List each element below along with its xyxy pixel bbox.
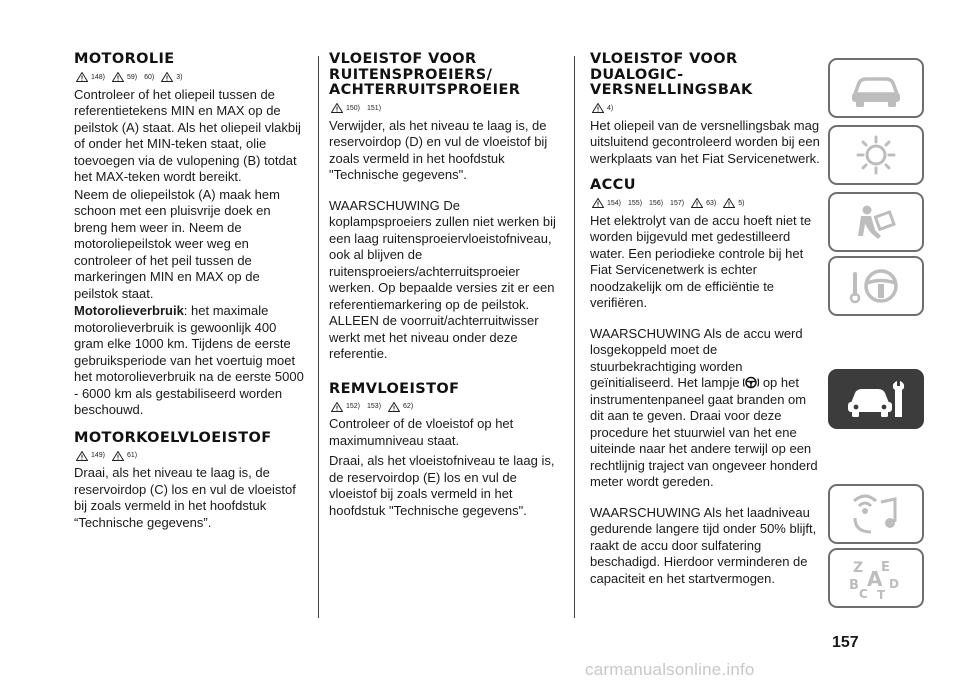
paragraph: Controleer of het oliepeil tussen de referentietekens MIN en MAX op de peilstok (A) staat. Als het oliepeil vlakbij of onder het MIN-teken staat, olie toevoegen via de vulopening (B) totdat het MAX-teken wordt bereikt. bbox=[74, 86, 301, 184]
airbag-icon bbox=[845, 200, 907, 244]
warning-paragraph: WAARSCHUWING De koplampsproeiers zullen niet werken bij een laag ruitensproeiervloeistofniveau, ook al blijven de ruitensproeiers/achterruitsproeier werken. Op bepaalde versies zit er een referentiemarkering op de peilstok. ALLEEN de voorruit/achterruitwisser werkt met het niveau onder deze referentie. bbox=[329, 197, 556, 361]
column-1 bbox=[74, 52, 304, 532]
heading-motorolie: MOTOROLIE bbox=[74, 51, 175, 67]
refs-ruitensproeiers bbox=[331, 100, 561, 117]
paragraph: Verwijder, als het niveau te laag is, de reservoirdop (D) en vul de vloeistof bij zoals vermeld in het hoofdstuk "Technische gegevens". bbox=[329, 117, 548, 182]
svg-text:E: E bbox=[881, 560, 890, 575]
lights-icon bbox=[845, 133, 907, 177]
steering-wheel-icon bbox=[845, 264, 907, 308]
heading-remvloeistof: REMVLOEISTOF bbox=[329, 380, 460, 397]
warning-icon bbox=[592, 198, 604, 208]
warning-icon bbox=[76, 72, 88, 82]
ref-text: 59) bbox=[127, 73, 138, 81]
column-divider bbox=[318, 56, 319, 618]
paragraph-oil-consumption bbox=[74, 303, 304, 419]
heading-accu: ACCU bbox=[590, 177, 636, 193]
paragraph-text: : het maximale motorolieverbruik is gewoonlijk 400 gram elke 1000 km. Tijdens de eerste gebruiksperiode van het voertuig moet het motorolieverbruik na de eerste 5000 - 6000 km als gestabiliseerd worden beschouwd. bbox=[74, 303, 304, 417]
tab-maintenance-active[interactable] bbox=[828, 369, 924, 429]
tab-airbag[interactable] bbox=[828, 192, 924, 252]
refs-accu bbox=[592, 195, 820, 212]
warning-icon bbox=[112, 451, 124, 461]
warning-icon bbox=[388, 402, 400, 412]
term-bold: Motorolieverbruik bbox=[74, 303, 184, 318]
paragraph: Het oliepeil van de versnellingsbak mag uitsluitend gecontroleerd worden bij een werkplaats van het Fiat Servicenetwerk. bbox=[590, 117, 820, 166]
svg-text:Z: Z bbox=[853, 560, 864, 576]
ref-text: 157) bbox=[670, 199, 685, 207]
ref-text: 62) bbox=[403, 403, 414, 410]
svg-text:B: B bbox=[849, 578, 859, 593]
car-maintenance-icon bbox=[845, 377, 907, 421]
refs-motorolie bbox=[76, 69, 304, 86]
refs-remvloeistof bbox=[331, 398, 561, 415]
paragraph: Controleer of de vloeistof op het maximumniveau staat. bbox=[329, 416, 514, 448]
ref-text: 150) bbox=[346, 104, 361, 112]
warning-icon bbox=[331, 103, 343, 113]
tab-dashboard[interactable] bbox=[828, 58, 924, 118]
heading-motorkoelvloeistof: MOTORKOELVLOEISTOF bbox=[74, 429, 272, 446]
warning-icon bbox=[161, 72, 173, 82]
heading-dualogic: VLOEISTOF VOOR DUALOGIC- VERSNELLINGSBAK bbox=[590, 51, 753, 98]
footer-watermark: carmanualsonline.info bbox=[585, 660, 755, 679]
tab-steering[interactable] bbox=[828, 256, 924, 316]
svg-text:D: D bbox=[889, 577, 899, 591]
column-3 bbox=[590, 52, 820, 588]
paragraph: Draai, als het vloeistofniveau te laag is, de reservoirdop (E) los en vul de vloeistof bij zoals vermeld in het hoofdstuk "Technische gegevens". bbox=[329, 453, 555, 518]
paragraph-text: WAARSCHUWING Als de accu werd losgekoppeld moet de stuurbekrachtiging worden geïnitialiseerd. Het lampje bbox=[590, 325, 803, 390]
warning-icon bbox=[112, 72, 124, 82]
ref-text: 151) bbox=[367, 104, 382, 112]
ref-text: 154) bbox=[607, 199, 622, 207]
index-letters-icon bbox=[845, 556, 907, 600]
page-number: 157 bbox=[832, 634, 859, 651]
ref-text: 5) bbox=[738, 199, 745, 207]
paragraph: Draai, als het niveau te laag is, de reservoirdop (C) los en vul de vloeistof bij zoals vermeld in het hoofdstuk “Technische gegevens”. bbox=[74, 465, 296, 530]
tab-index[interactable] bbox=[828, 548, 924, 608]
svg-text:C: C bbox=[859, 587, 868, 600]
ref-text: 148) bbox=[91, 73, 106, 81]
ref-text: 4) bbox=[607, 104, 614, 112]
refs-dualogic bbox=[592, 100, 820, 117]
heading-ruitensproeiers: VLOEISTOF VOOR RUITENSPROEIERS/ ACHTERRUITSPROEIER bbox=[329, 51, 521, 98]
column-2 bbox=[329, 52, 561, 520]
warning-paragraph bbox=[590, 326, 820, 491]
svg-text:A: A bbox=[867, 567, 883, 591]
tab-multimedia[interactable] bbox=[828, 484, 924, 544]
ref-text: 152) bbox=[346, 403, 361, 410]
ref-text: 155) bbox=[628, 199, 643, 207]
warning-icon bbox=[331, 402, 343, 412]
svg-text:T: T bbox=[877, 588, 886, 600]
car-dashboard-icon bbox=[845, 66, 907, 110]
steering-warning-icon bbox=[743, 376, 759, 389]
ref-text: 61) bbox=[127, 452, 138, 459]
ref-text: 60) bbox=[144, 73, 155, 81]
ref-text: 149) bbox=[91, 452, 106, 459]
ref-text: 153) bbox=[367, 403, 382, 410]
warning-icon bbox=[723, 198, 735, 208]
paragraph: Neem de oliepeilstok (A) maak hem schoon met een pluisvrije doek en breng hem weer in. Neem de motoroliepeilstok weer weg en controleer of het peil tussen de markeringen MIN en MAX op de peilstok staat. bbox=[74, 186, 280, 301]
ref-text: 3) bbox=[176, 73, 183, 81]
warning-icon bbox=[592, 103, 604, 113]
ref-text: 156) bbox=[649, 199, 664, 207]
paragraph: Het elektrolyt van de accu hoeft niet te worden bijgevuld met gedestilleerd water. Een periodieke controle bij het Fiat Servicenetwerk is echter noodzakelijk om de efficiëntie te verifiëren. bbox=[590, 212, 812, 310]
warning-icon bbox=[76, 451, 88, 461]
warning-paragraph: WAARSCHUWING Als het laadniveau gedurende langere tijd onder 50% blijft, raakt de accu door sulfatering beschadigd. Hierdoor verminderen de capaciteit en het startvermogen. bbox=[590, 504, 817, 586]
column-divider bbox=[574, 56, 575, 618]
paragraph-text: op het instrumentenpaneel gaat branden om dit aan te geven. Draai voor deze procedure het stuurwiel van het ene uiteinde naar het andere terwijl op een rechtlijnig traject van ongeveer honderd meter wordt gereden. bbox=[590, 375, 818, 489]
refs-koelvloeistof bbox=[76, 447, 304, 464]
warning-icon bbox=[691, 198, 703, 208]
ref-text: 63) bbox=[706, 199, 717, 207]
multimedia-icon bbox=[845, 492, 907, 536]
tab-lights[interactable] bbox=[828, 125, 924, 185]
